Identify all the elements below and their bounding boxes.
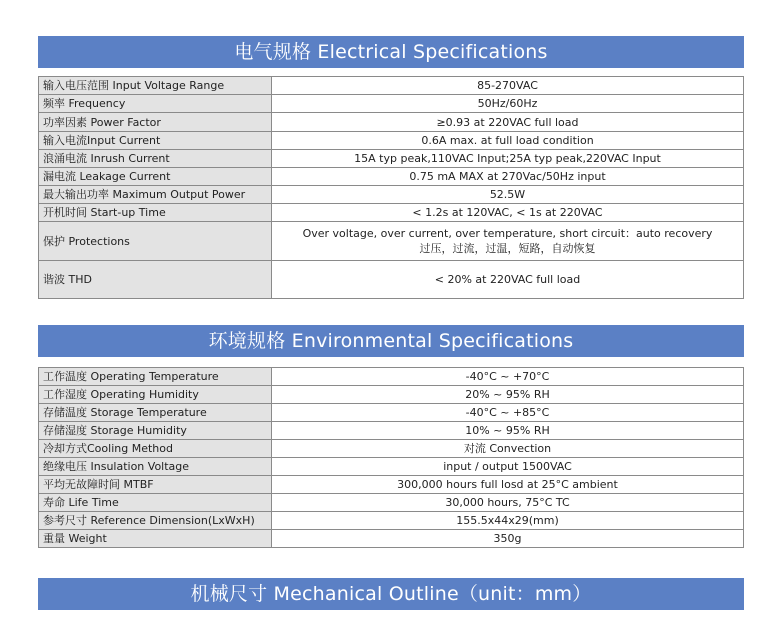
spec-value: 0.75 mA MAX at 270Vac/50Hz input	[272, 168, 744, 186]
spec-label: 平均无故障时间 MTBF	[39, 476, 272, 494]
spec-label: 开机时间 Start-up Time	[39, 204, 272, 222]
table-row	[39, 222, 744, 261]
table-row	[39, 530, 744, 548]
spec-label: 寿命 Life Time	[39, 494, 272, 512]
spec-value-line: 过压，过流，过温，短路，自动恢复	[419, 242, 596, 255]
table-row	[39, 476, 744, 494]
spec-label: 功率因素 Power Factor	[39, 113, 272, 132]
spec-label: 冷却方式Cooling Method	[39, 440, 272, 458]
spec-value: 20% ~ 95% RH	[272, 386, 744, 404]
spec-value	[272, 222, 744, 261]
spec-value: 52.5W	[272, 186, 744, 204]
spec-value: 50Hz/60Hz	[272, 95, 744, 113]
spec-value: 对流 Convection	[272, 440, 744, 458]
spec-label: 漏电流 Leakage Current	[39, 168, 272, 186]
mechanical-outline-header	[38, 578, 744, 610]
spec-label: 存储湿度 Storage Humidity	[39, 422, 272, 440]
table-row	[39, 512, 744, 530]
table-row	[39, 132, 744, 150]
section-title: 电气规格 Electrical Specifications	[234, 41, 548, 63]
spec-label: 浪涌电流 Inrush Current	[39, 150, 272, 168]
table-row	[39, 368, 744, 386]
spec-value: < 1.2s at 120VAC, < 1s at 220VAC	[272, 204, 744, 222]
table-row	[39, 150, 744, 168]
table-row	[39, 440, 744, 458]
spec-value: ≥0.93 at 220VAC full load	[272, 113, 744, 132]
spec-value: 85-270VAC	[272, 77, 744, 95]
table-row	[39, 386, 744, 404]
table-row	[39, 422, 744, 440]
spec-value-line: Over voltage, over current, over temperature, short circuit：auto recovery	[302, 227, 713, 240]
spec-value: 0.6A max. at full load condition	[272, 132, 744, 150]
electrical-spec-table	[38, 76, 744, 299]
electrical-specifications-header	[38, 36, 744, 68]
table-row	[39, 186, 744, 204]
spec-label: 参考尺寸 Reference Dimension(LxWxH)	[39, 512, 272, 530]
spec-label: 存储温度 Storage Temperature	[39, 404, 272, 422]
spec-value: 10% ~ 95% RH	[272, 422, 744, 440]
spec-value: 350g	[272, 530, 744, 548]
section-title: 环境规格 Environmental Specifications	[208, 330, 574, 352]
spec-label: 输入电压范围 Input Voltage Range	[39, 77, 272, 95]
spec-value: 155.5x44x29(mm)	[272, 512, 744, 530]
spec-value: 30,000 hours, 75°C TC	[272, 494, 744, 512]
table-row	[39, 77, 744, 95]
spec-label: 谐波 THD	[39, 261, 272, 299]
spec-value: input / output 1500VAC	[272, 458, 744, 476]
spec-label: 频率 Frequency	[39, 95, 272, 113]
spec-value: < 20% at 220VAC full load	[272, 261, 744, 299]
environmental-specifications-header	[38, 325, 744, 357]
table-row	[39, 494, 744, 512]
table-row	[39, 168, 744, 186]
spec-label: 最大输出功率 Maximum Output Power	[39, 186, 272, 204]
environmental-spec-table	[38, 367, 744, 548]
section-title: 机械尺寸 Mechanical Outline（unit：mm）	[190, 583, 592, 605]
spec-value: 300,000 hours full losd at 25°C ambient	[272, 476, 744, 494]
table-row	[39, 458, 744, 476]
spec-label: 工作温度 Operating Temperature	[39, 368, 272, 386]
spec-value: -40°C ~ +70°C	[272, 368, 744, 386]
spec-label: 保护 Protections	[39, 222, 272, 261]
table-row	[39, 261, 744, 299]
spec-label: 输入电流Input Current	[39, 132, 272, 150]
spec-value: 15A typ peak,110VAC Input;25A typ peak,220VAC Input	[272, 150, 744, 168]
spec-label: 重量 Weight	[39, 530, 272, 548]
table-row	[39, 404, 744, 422]
table-row	[39, 113, 744, 132]
table-row	[39, 95, 744, 113]
table-row	[39, 204, 744, 222]
spec-label: 绝缘电压 Insulation Voltage	[39, 458, 272, 476]
spec-label: 工作湿度 Operating Humidity	[39, 386, 272, 404]
spec-value: -40°C ~ +85°C	[272, 404, 744, 422]
